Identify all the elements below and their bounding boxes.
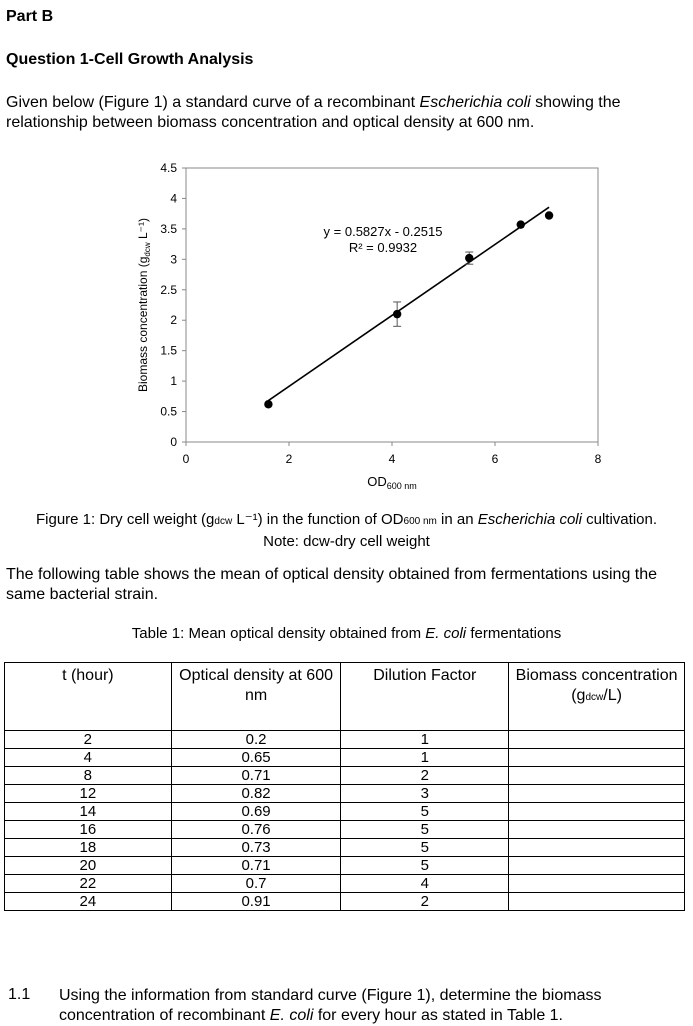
cell-dilution: 1 <box>341 749 509 767</box>
y-tick-label: 0 <box>170 435 177 449</box>
cell-od: 0.7 <box>171 875 341 893</box>
y-tick-label: 1.5 <box>160 343 177 358</box>
r-squared: R² = 0.9932 <box>348 240 418 255</box>
data-point <box>545 211 553 219</box>
table-caption: Table 1: Mean optical density obtained from E. coli fermentations <box>131 625 562 642</box>
table-row <box>5 785 685 803</box>
cell-dilution: 2 <box>341 893 509 911</box>
x-tick-label: 0 <box>182 452 190 466</box>
cell-time: 22 <box>5 875 172 893</box>
intro-paragraph <box>6 93 690 133</box>
question-number: 1.1 <box>8 986 31 1003</box>
cell-biomass <box>509 803 685 821</box>
cell-biomass <box>509 821 685 839</box>
cell-dilution: 4 <box>341 875 509 893</box>
data-point <box>264 400 272 408</box>
table-row <box>5 839 685 857</box>
intro-species: Escherichia coli <box>419 94 531 111</box>
header-dilution: Dilution Factor <box>341 663 509 731</box>
cell-od: 0.76 <box>171 821 341 839</box>
x-tick-label: 4 <box>388 452 396 466</box>
cell-dilution: 5 <box>341 821 509 839</box>
x-axis-ticks <box>183 442 602 466</box>
cell-dilution: 2 <box>341 767 509 785</box>
table-intro: The following table shows the mean of optical density obtained from fermentations using the same bacterial strain. <box>6 566 658 603</box>
cell-biomass <box>509 875 685 893</box>
cell-od: 0.71 <box>171 767 341 785</box>
cell-time: 24 <box>5 893 172 911</box>
cell-dilution: 5 <box>341 803 509 821</box>
cell-time: 4 <box>5 749 172 767</box>
cell-od: 0.91 <box>171 893 341 911</box>
header-biomass: Biomass concentration (gdcw/L) <box>509 663 685 731</box>
cell-biomass <box>509 767 685 785</box>
table-row <box>5 749 685 767</box>
y-tick-label: 4 <box>170 191 177 206</box>
plot-area <box>186 168 598 442</box>
y-axis-label: Biomass concentration ($g_{dcw}$ L⁻¹) <box>136 218 152 392</box>
caption-line2: Note: dcw-dry cell weight <box>263 533 430 550</box>
cell-time: 2 <box>5 731 172 749</box>
y-tick-label: 2.5 <box>160 282 177 297</box>
y-tick-label: 1 <box>170 374 177 389</box>
optical-density-table <box>4 662 685 911</box>
x-tick-label: 8 <box>594 452 602 466</box>
cell-dilution: 5 <box>341 839 509 857</box>
cell-time: 18 <box>5 839 172 857</box>
question-text: Using the information from standard curve (Figure 1), determine the biomass concentration of recombinant E. coli for every hour as stated in Table 1. <box>59 987 602 1024</box>
cell-od: 0.65 <box>171 749 341 767</box>
cell-biomass <box>509 857 685 875</box>
table-row <box>5 875 685 893</box>
x-tick-label: 2 <box>285 452 293 466</box>
table-row <box>5 731 685 749</box>
cell-biomass <box>509 785 685 803</box>
cell-od: 0.82 <box>171 785 341 803</box>
table-row <box>5 821 685 839</box>
y-tick-label: 2 <box>170 313 177 328</box>
cell-time: 20 <box>5 857 172 875</box>
cell-od: 0.71 <box>171 857 341 875</box>
cell-time: 12 <box>5 785 172 803</box>
y-tick-label: 4.5 <box>160 161 177 175</box>
table-row <box>5 893 685 911</box>
cell-time: 16 <box>5 821 172 839</box>
cell-od: 0.73 <box>171 839 341 857</box>
cell-biomass <box>509 893 685 911</box>
header-time: t (hour) <box>5 663 172 731</box>
y-axis-ticks <box>160 161 186 449</box>
intro-post: showing the relationship between biomass concentration and optical density at 600 nm. <box>6 94 621 131</box>
data-point <box>393 310 401 318</box>
y-tick-label: 3 <box>170 252 177 267</box>
intro-pre: Given below (Figure 1) a standard curve of a recombinant <box>6 94 420 111</box>
cell-dilution: 1 <box>341 731 509 749</box>
header-od: Optical density at 600 nm <box>171 663 341 731</box>
data-point <box>517 220 525 228</box>
y-tick-label: 3.5 <box>160 221 177 236</box>
cell-od: 0.2 <box>171 731 341 749</box>
cell-od: 0.69 <box>171 803 341 821</box>
trend-equation: y = 0.5827x - 0.2515 <box>323 224 443 239</box>
cell-dilution: 5 <box>341 857 509 875</box>
error-bars <box>393 252 473 326</box>
data-point <box>465 254 473 262</box>
cell-dilution: 3 <box>341 785 509 803</box>
cell-biomass <box>509 839 685 857</box>
x-axis-label: $OD_{600 nm}$ <box>367 474 417 491</box>
table-row <box>5 803 685 821</box>
part-title: Part B <box>6 8 54 25</box>
caption-line1: Figure 1: Dry cell weight (gdcw L⁻¹) in the function of OD600 nm in an Escherichia coli cultivation. <box>35 511 658 528</box>
x-tick-label: 6 <box>491 452 499 466</box>
y-tick-label: 0.5 <box>160 404 177 419</box>
cell-time: 14 <box>5 803 172 821</box>
table-row <box>5 857 685 875</box>
cell-biomass <box>509 749 685 767</box>
figure-caption <box>0 510 693 552</box>
question-title: Question 1-Cell Growth Analysis <box>6 51 254 68</box>
cell-biomass <box>509 731 685 749</box>
standard-curve-chart <box>0 150 693 500</box>
table-row <box>5 767 685 785</box>
cell-time: 8 <box>5 767 172 785</box>
